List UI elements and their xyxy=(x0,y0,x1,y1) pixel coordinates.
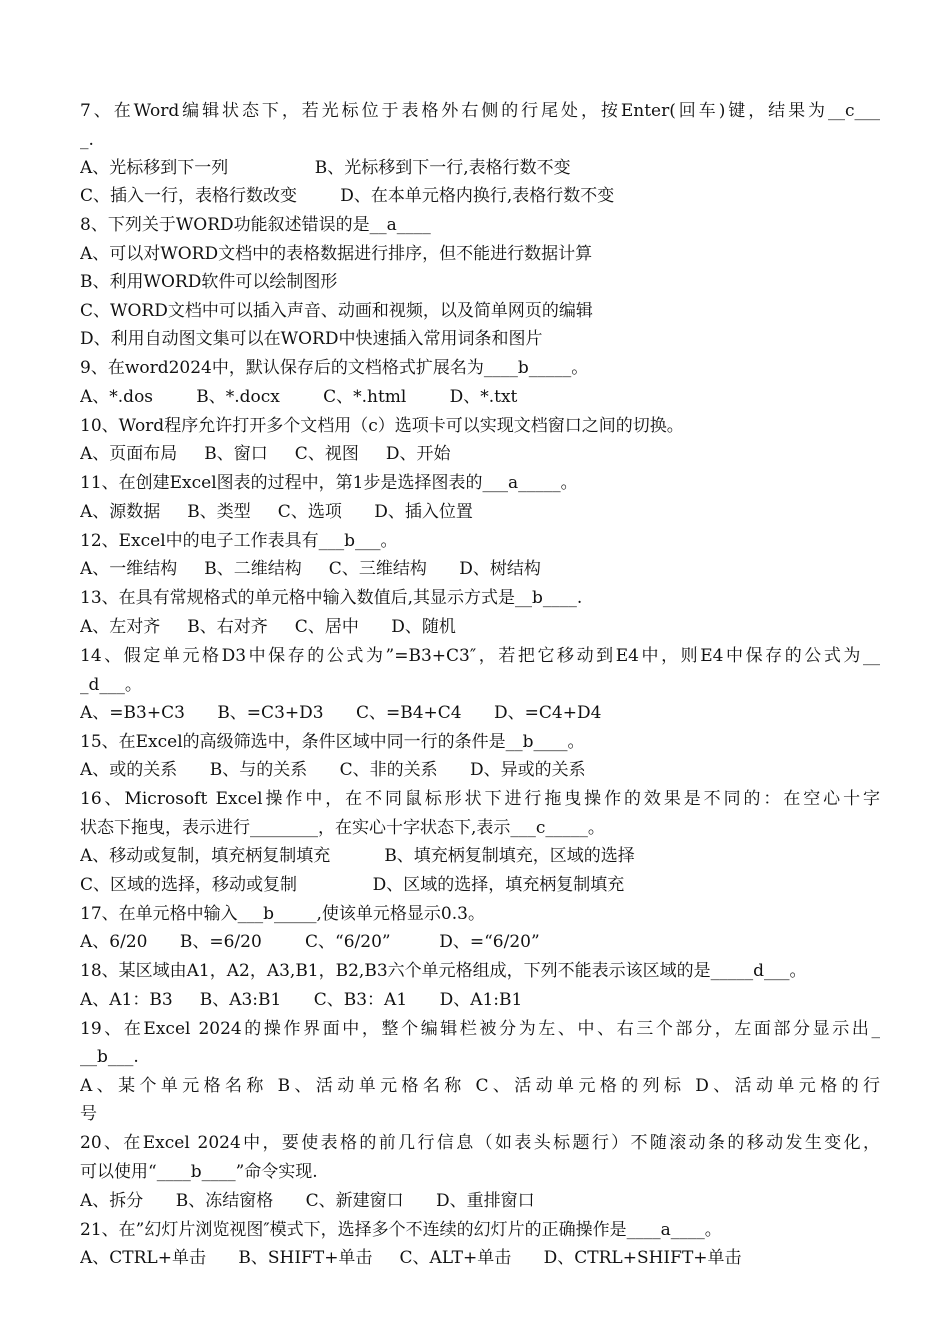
question-11-options: A、源数据 B、类型 C、选项 D、插入位置 xyxy=(80,502,473,522)
question-16-text-cont: 状态下拖曳，表示进行________，在实心十字状态下,表示___c_____。 xyxy=(80,818,605,838)
question-8-option-d: D、利用自动图文集可以在WORD中快速插入常用词条和图片 xyxy=(80,329,543,349)
question-13-options: A、左对齐 B、右对齐 C、居中 D、随机 xyxy=(80,617,456,637)
question-18-text: 18、某区域由A1，A2，A3,B1，B2,B3六个单元格组成，下列不能表示该区域的是_____d___。 xyxy=(80,961,807,981)
question-16-text: 16、Microsoft Excel操作中，在不同鼠标形状下进行拖曳操作的效果是不同的：在空心十字 xyxy=(80,789,880,809)
question-10-text: 10、Word程序允许打开多个文档用（c）选项卡可以实现文档窗口之间的切换。 xyxy=(80,416,684,436)
question-7-options-ab: A、光标移到下一列 B、光标移到下一行,表格行数不变 xyxy=(80,158,571,178)
question-9-text: 9、在word2024中，默认保存后的文档格式扩展名为____b_____。 xyxy=(80,358,589,378)
question-11-text: 11、在创建Excel图表的过程中，第1步是选择图表的___a_____。 xyxy=(80,473,578,493)
question-20-text: 20、在Excel 2024中，要使表格的前几行信息（如表头标题行）不随滚动条的移动发生变化， xyxy=(80,1133,880,1153)
question-16-options-cd: C、区域的选择，移动或复制 D、区域的选择，填充柄复制填充 xyxy=(80,875,625,895)
question-19-text-cont: __b___. xyxy=(80,1047,139,1067)
question-19-text: 19、在Excel 2024的操作界面中，整个编辑栏被分为左、中、右三个部分，左面部分显示出_ xyxy=(80,1019,880,1039)
question-17-text: 17、在单元格中输入___b_____,使该单元格显示0.3。 xyxy=(80,904,485,924)
question-8-option-c: C、WORD文档中可以插入声音、动画和视频，以及简单网页的编辑 xyxy=(80,301,593,321)
question-7-options-cd: C、插入一行，表格行数改变 D、在本单元格内换行,表格行数不变 xyxy=(80,186,615,206)
question-8-option-a: A、可以对WORD文档中的表格数据进行排序，但不能进行数据计算 xyxy=(80,244,593,264)
question-8-text: 8、下列关于WORD功能叙述错误的是__a____ xyxy=(80,215,431,235)
question-21-text: 21、在”幻灯片浏览视图″模式下，选择多个不连续的幻灯片的正确操作是____a____。 xyxy=(80,1220,722,1240)
question-15-options: A、或的关系 B、与的关系 C、非的关系 D、异或的关系 xyxy=(80,760,586,780)
question-13-text: 13、在具有常规格式的单元格中输入数值后,其显示方式是__b____. xyxy=(80,588,583,608)
question-18-options: A、A1：B3 B、A3:B1 C、B3：A1 D、A1:B1 xyxy=(80,990,523,1010)
question-17-options: A、6/20 B、=6/20 C、“6/20” D、=“6/20” xyxy=(80,932,540,952)
question-8-option-b: B、利用WORD软件可以绘制图形 xyxy=(80,272,338,292)
question-14-options: A、=B3+C3 B、=C3+D3 C、=B4+C4 D、=C4+D4 xyxy=(80,703,602,723)
question-7-text: 7、在Word编辑状态下，若光标位于表格外右侧的行尾处，按Enter(回车)键，结果为__c___ xyxy=(80,101,880,121)
question-19-options-cont: 号 xyxy=(80,1104,97,1124)
question-14-text-cont: _d___。 xyxy=(80,675,142,695)
question-12-text: 12、Excel中的电子工作表具有___b___。 xyxy=(80,531,398,551)
question-20-text-cont: 可以使用“____b____”命令实现. xyxy=(80,1162,318,1182)
question-15-text: 15、在Excel的高级筛选中，条件区域中同一行的条件是__b____。 xyxy=(80,732,585,752)
question-20-options: A、拆分 B、冻结窗格 C、新建窗口 D、重排窗口 xyxy=(80,1191,535,1211)
question-19-options: A、某个单元格名称 B、活动单元格名称 C、活动单元格的列标 D、活动单元格的行 xyxy=(80,1076,880,1096)
question-7-text-cont: _. xyxy=(80,130,94,150)
question-12-options: A、一维结构 B、二维结构 C、三维结构 D、树结构 xyxy=(80,559,541,579)
question-21-options: A、CTRL+单击 B、SHIFT+单击 C、ALT+单击 D、CTRL+SHIFT+单击 xyxy=(80,1248,742,1268)
question-16-options-ab: A、移动或复制，填充柄复制填充 B、填充柄复制填充，区域的选择 xyxy=(80,846,635,866)
question-9-options: A、*.dos B、*.docx C、*.html D、*.txt xyxy=(80,387,518,407)
question-14-text: 14、假定单元格D3中保存的公式为”=B3+C3″，若把它移动到E4中，则E4中保存的公式为__ xyxy=(80,646,880,666)
question-10-options: A、页面布局 B、窗口 C、视图 D、开始 xyxy=(80,444,451,464)
